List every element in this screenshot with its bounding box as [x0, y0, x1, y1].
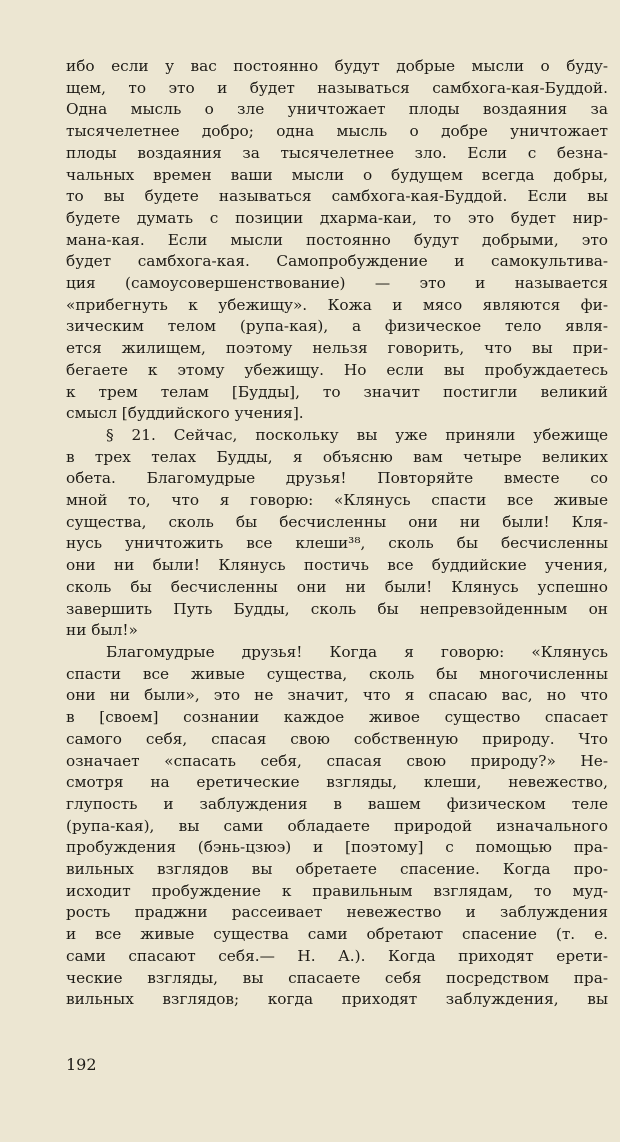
text-line: обета. Благомудрые друзья! Повторяйте вместе со	[66, 469, 608, 488]
text-line: «прибегнуть к убежищу». Кожа и мясо являются фи-	[66, 295, 608, 314]
text-line: существа, сколь бы бесчисленны они ни были! Кля-	[66, 512, 608, 531]
text-line: ется жилищем, поэтому нельзя говорить, что вы при-	[66, 339, 608, 358]
text-line: будет самбхога-кая. Самопробуждение и самокультива-	[66, 252, 608, 271]
text-line: (рупа-кая), вы сами обладаете природой изначального	[66, 816, 608, 835]
text-line: чальных времен ваши мысли о будущем всегда добры,	[66, 165, 608, 184]
text-line: спасти все живые существа, сколь бы многочисленны	[66, 664, 608, 683]
text-line: пробуждения (бэнь-цзюэ) и [поэтому] с помощью пра-	[66, 838, 608, 857]
text-line: завершить Путь Будды, сколь бы непревзойденным он	[66, 599, 608, 618]
text-line: они ни были! Клянусь постичь все буддийские учения,	[66, 556, 608, 575]
text-line: означает «спасать себя, спасая свою природу?» Не-	[66, 751, 608, 770]
text-line: к трем телам [Будды], то значит постигли великий	[66, 382, 608, 401]
text-line: мной то, что я говорю: «Клянусь спасти все живые	[66, 491, 608, 510]
text-line: плоды воздаяния за тысячелетнее зло. Если с безна-	[66, 143, 608, 162]
text-line: самого себя, спасая свою собственную природу. Что	[66, 729, 608, 748]
text-line: то вы будете называться самбхога-кая-Буддой. Если вы	[66, 187, 608, 206]
text-line: сколь бы бесчисленны они ни были! Клянусь успешно	[66, 577, 608, 596]
text-line: исходит пробуждение к правильным взглядам, то муд-	[66, 881, 608, 900]
text-line: ческие взгляды, вы спасаете себя посредством пра-	[66, 968, 608, 987]
page-number: 192	[66, 1055, 97, 1074]
text-line: нусь уничтожить все клеши³⁸, сколь бы бесчисленны	[66, 534, 608, 553]
text-line: ция (самоусовершенствование) — это и называется	[66, 274, 608, 293]
text-line: мана-кая. Если мысли постоянно будут добрыми, это	[66, 230, 608, 249]
text-line: в трех телах Будды, я объясню вам четыре великих	[66, 447, 608, 466]
text-line: вильных взглядов вы обретаете спасение. Когда про-	[66, 860, 608, 879]
text-line: ибо если у вас постоянно будут добрые мысли о буду-	[66, 57, 608, 75]
text-line: смотря на еретические взгляды, клеши, невежество,	[66, 773, 608, 792]
text-line: и все живые существа сами обретают спасение (т. е.	[66, 925, 608, 944]
text-line: тысячелетнее добро; одна мысль о добре уничтожает	[66, 122, 608, 141]
text-line: Благомудрые друзья! Когда я говорю: «Клянусь	[106, 642, 608, 661]
text-line: зическим телом (рупа-кая), а физическое тело явля-	[66, 317, 608, 336]
text-line: смысл [буддийского учения].	[66, 404, 304, 423]
text-line: Одна мысль о зле уничтожает плоды воздаяния за	[66, 100, 608, 119]
text-line: ни был!»	[66, 621, 138, 640]
text-line: в [своем] сознании каждое живое существо спасает	[66, 708, 608, 727]
text-line: глупость и заблуждения в вашем физическом теле	[66, 794, 608, 813]
text-line: сами спасают себя.— Н. А.). Когда приходят ерети-	[66, 946, 608, 965]
section-heading-line: § 21. Сейчас, поскольку вы уже приняли убежище	[106, 425, 608, 444]
text-line: они ни были», это не значит, что я спасаю вас, но что	[66, 686, 608, 705]
text-line: бегаете к этому убежищу. Но если вы пробуждаетесь	[66, 360, 608, 379]
text-line: вильных взглядов; когда приходят заблуждения, вы	[66, 990, 608, 1009]
text-line: щем, то это и будет называться самбхога-кая-Буддой.	[66, 78, 608, 97]
text-line: будете думать с позиции дхарма-каи, то это будет нир-	[66, 208, 608, 227]
text-line: рость праджни рассеивает невежество и заблуждения	[66, 903, 608, 922]
body-text	[66, 56, 608, 1011]
